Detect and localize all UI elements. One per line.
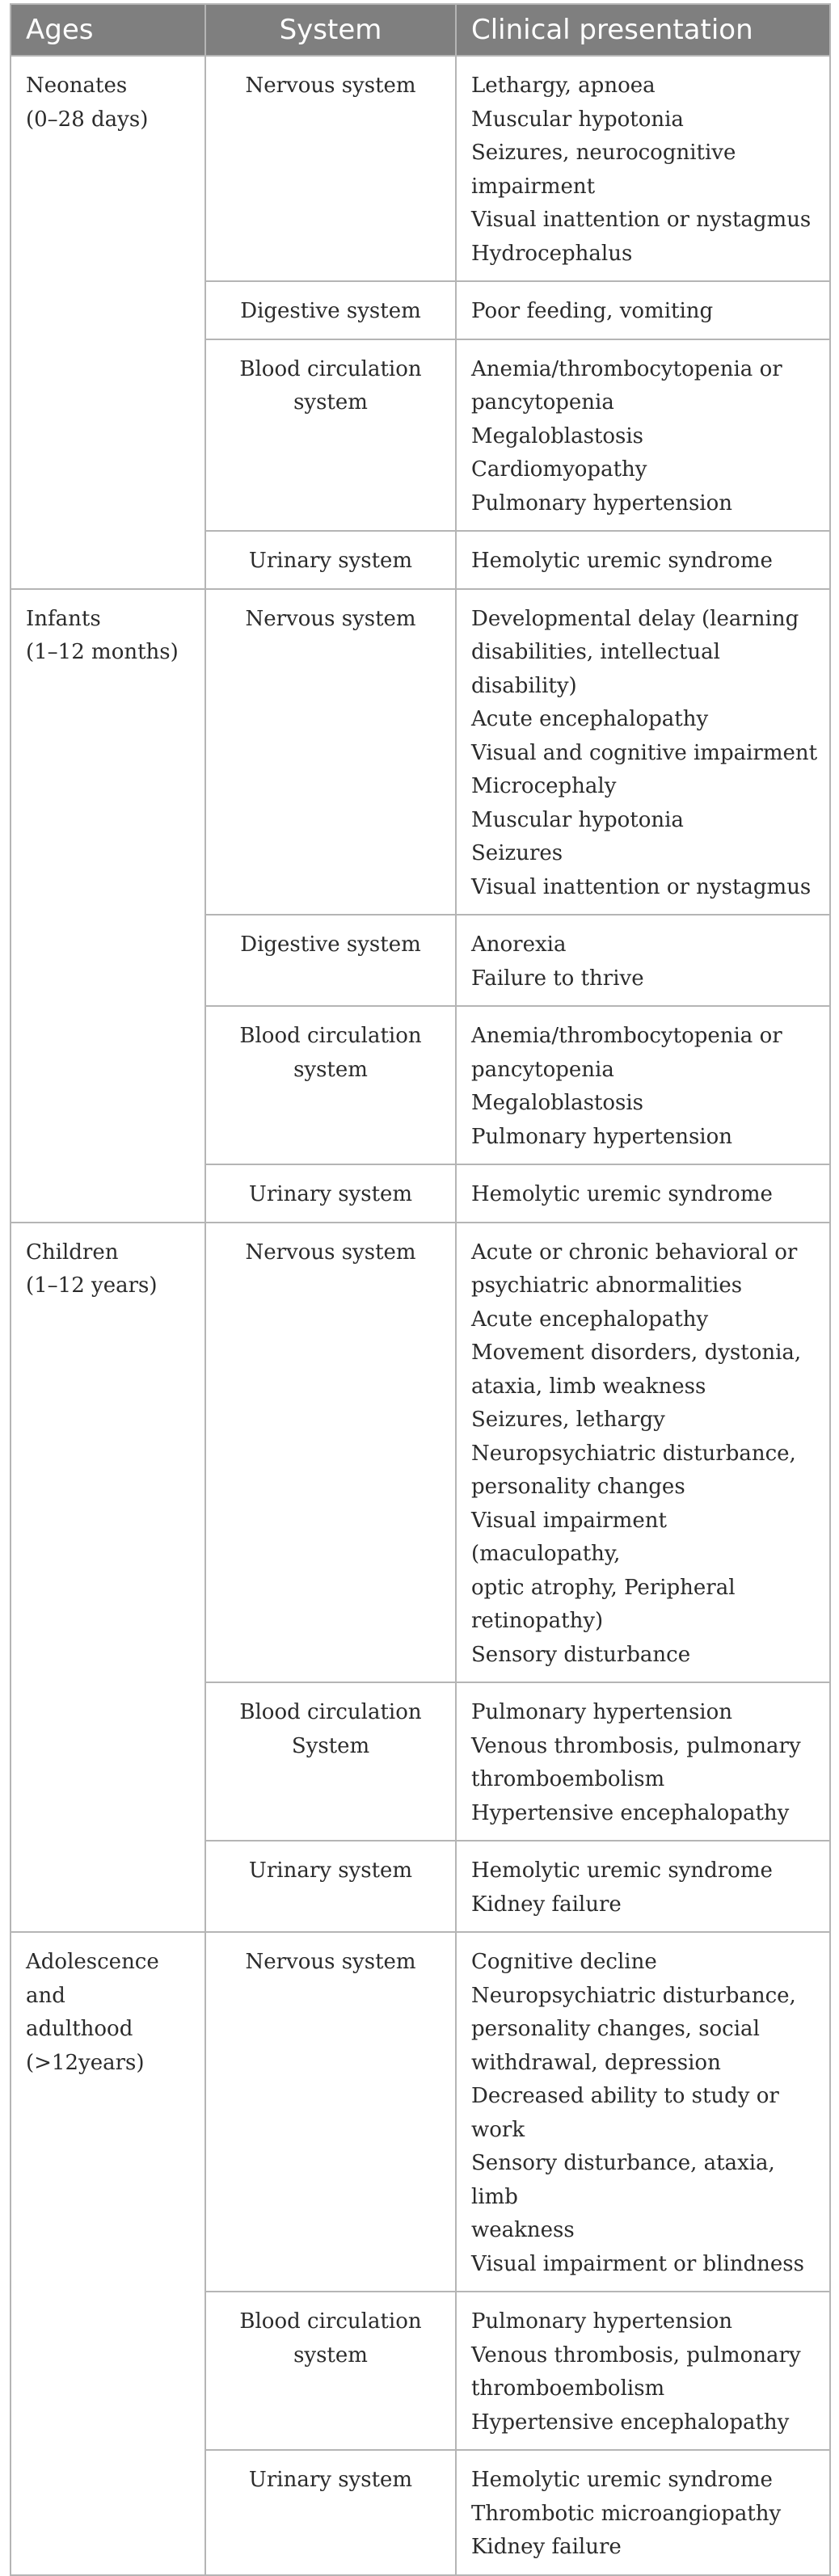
system-cell [205, 56, 456, 281]
cell-line: Venous thrombosis, pulmonary [471, 1733, 801, 1758]
clinical-presentation-cell [456, 56, 830, 281]
table-row [11, 1932, 830, 2292]
cell-line: Blood circulation [239, 2309, 422, 2334]
cell-line: Lethargy, apnoea [471, 74, 656, 98]
clinical-presentation-cell [456, 1932, 830, 2292]
cell-line: (0–28 days) [26, 107, 149, 132]
system-cell [205, 915, 456, 1006]
clinical-presentation-table [10, 3, 831, 2576]
cell-line: Urinary system [248, 549, 413, 573]
header-ages: Ages [11, 4, 205, 56]
cell-line: Hemolytic uremic syndrome [471, 2468, 773, 2492]
system-cell [205, 1932, 456, 2292]
cell-line: personality changes [471, 1475, 685, 1499]
cell-line: Acute encephalopathy [471, 1307, 709, 1332]
cell-line: Megaloblastosis [471, 423, 644, 448]
cell-line: pancytopenia [471, 1057, 614, 1082]
cell-line: adulthood [26, 2017, 133, 2041]
system-cell [205, 2292, 456, 2450]
system-cell [205, 281, 456, 339]
cell-line: Hypertensive encephalopathy [471, 1800, 790, 1825]
cell-line: Muscular hypotonia [471, 807, 684, 832]
cell-line: Megaloblastosis [471, 1091, 644, 1115]
system-cell [205, 1841, 456, 1932]
clinical-presentation-cell [456, 1682, 830, 1841]
cell-line: Cognitive decline [471, 1950, 657, 1974]
cell-line: Hemolytic uremic syndrome [471, 1858, 773, 1883]
cell-line: Infants [26, 606, 101, 631]
cell-line: Seizures, lethargy [471, 1408, 665, 1432]
cell-line: withdrawal, depression [471, 2050, 721, 2075]
cell-line: psychiatric abnormalities [471, 1273, 743, 1298]
cell-line: Movement disorders, dystonia, [471, 1341, 802, 1365]
clinical-presentation-cell [456, 2450, 830, 2575]
system-cell [205, 1164, 456, 1223]
system-cell [205, 589, 456, 915]
cell-line: Developmental delay (learning [471, 606, 799, 631]
cell-line: system [293, 1057, 368, 1082]
cell-line: Hypertensive encephalopathy [471, 2410, 790, 2435]
cell-line: Anemia/thrombocytopenia or [471, 356, 782, 381]
cell-line: Blood circulation [239, 356, 422, 381]
cell-line: Digestive system [240, 932, 421, 957]
cell-line: weakness [471, 2218, 575, 2242]
cell-line: Sensory disturbance, ataxia, limb [471, 2151, 775, 2209]
cell-line: system [293, 390, 368, 415]
cell-line: retinopathy) [471, 1609, 604, 1633]
cell-line: Hemolytic uremic syndrome [471, 549, 773, 573]
system-cell [205, 531, 456, 589]
cell-line: Neuropsychiatric disturbance, [471, 1983, 796, 2008]
clinical-presentation-cell [456, 281, 830, 339]
cell-line: Neonates [26, 74, 128, 98]
cell-line: Visual and cognitive impairment [471, 740, 818, 765]
clinical-presentation-cell [456, 531, 830, 589]
clinical-presentation-cell [456, 589, 830, 915]
cell-line: disabilities, intellectual disability) [471, 640, 720, 698]
cell-line: Visual inattention or nystagmus [471, 208, 812, 232]
system-cell [205, 339, 456, 532]
system-cell [205, 1223, 456, 1683]
cell-line: Pulmonary hypertension [471, 490, 733, 516]
cell-line: Visual impairment or blindness [471, 2251, 804, 2276]
header-row [11, 4, 830, 56]
cell-line: Nervous system [245, 1950, 416, 1974]
system-cell [205, 2450, 456, 2575]
cell-line: Kidney failure [471, 2535, 622, 2559]
age-group-cell [11, 56, 205, 589]
cell-line: Children [26, 1240, 119, 1265]
cell-line: Nervous system [245, 74, 416, 98]
cell-line: Blood circulation [239, 1700, 422, 1724]
cell-line: (1–12 months) [26, 640, 179, 664]
clinical-presentation-cell [456, 1841, 830, 1932]
clinical-presentation-cell [456, 915, 830, 1006]
cell-line: Visual inattention or nystagmus [471, 874, 812, 899]
header-system: System [205, 4, 456, 56]
cell-line: Digestive system [240, 299, 421, 323]
cell-line: Acute or chronic behavioral or [471, 1240, 798, 1265]
clinical-presentation-cell [456, 1164, 830, 1223]
header-clinical-presentation: Clinical presentation [456, 4, 830, 56]
cell-line: ataxia, limb weakness [471, 1374, 706, 1399]
cell-line: system [293, 2342, 368, 2368]
table-row [11, 1223, 830, 1683]
cell-line: optic atrophy, Peripheral [471, 1575, 736, 1600]
cell-line: pancytopenia [471, 390, 614, 415]
table-row [11, 589, 830, 915]
cell-line: Hemolytic uremic syndrome [471, 1182, 773, 1206]
cell-line: Microcephaly [471, 774, 617, 798]
cell-line: Nervous system [245, 606, 416, 631]
age-group-cell [11, 589, 205, 1223]
cell-line: Kidney failure [471, 1892, 622, 1917]
clinical-presentation-cell [456, 1223, 830, 1683]
table-header [11, 4, 830, 56]
clinical-presentation-cell [456, 339, 830, 532]
cell-line: Adolescence and [26, 1950, 159, 2008]
clinical-presentation-cell [456, 1006, 830, 1164]
cell-line: Anemia/thrombocytopenia or [471, 1024, 782, 1048]
cell-line: thromboembolism [471, 1767, 665, 1791]
cell-line: Pulmonary hypertension [471, 1700, 733, 1724]
age-group-cell [11, 1932, 205, 2575]
cell-line: Cardiomyopathy [471, 457, 647, 482]
table-body [11, 56, 830, 2575]
cell-line: Urinary system [248, 2468, 413, 2492]
cell-line: Failure to thrive [471, 966, 644, 991]
table-row [11, 56, 830, 281]
cell-line: Neuropsychiatric disturbance, [471, 1441, 796, 1466]
cell-line: Seizures, neurocognitive [471, 141, 736, 165]
cell-line: Seizures [471, 841, 563, 865]
cell-line: Anorexia [471, 932, 567, 957]
cell-line: personality changes, social [471, 2017, 760, 2041]
cell-line: Acute encephalopathy [471, 707, 709, 731]
cell-line: Blood circulation [239, 1024, 422, 1048]
cell-line: Thrombotic microangiopathy [471, 2501, 782, 2526]
cell-line: Urinary system [248, 1858, 413, 1883]
system-cell [205, 1006, 456, 1164]
cell-line: thromboembolism [471, 2376, 665, 2401]
cell-line: System [291, 1733, 370, 1758]
cell-line: Pulmonary hypertension [471, 2309, 733, 2334]
cell-line: Decreased ability to study or work [471, 2084, 779, 2142]
cell-line: Pulmonary hypertension [471, 1124, 733, 1149]
cell-line: (>12years) [26, 2050, 145, 2075]
cell-line: Muscular hypotonia [471, 107, 684, 132]
cell-line: Visual impairment (maculopathy, [471, 1508, 667, 1566]
cell-line: Hydrocephalus [471, 241, 633, 266]
cell-line: Sensory disturbance [471, 1642, 691, 1667]
cell-line: (1–12 years) [26, 1273, 158, 1298]
cell-line: impairment [471, 174, 596, 199]
age-group-cell [11, 1223, 205, 1933]
clinical-presentation-cell [456, 2292, 830, 2450]
cell-line: Nervous system [245, 1240, 416, 1265]
system-cell [205, 1682, 456, 1841]
cell-line: Venous thrombosis, pulmonary [471, 2342, 801, 2368]
cell-line: Urinary system [248, 1182, 413, 1206]
cell-line: Poor feeding, vomiting [471, 299, 714, 323]
